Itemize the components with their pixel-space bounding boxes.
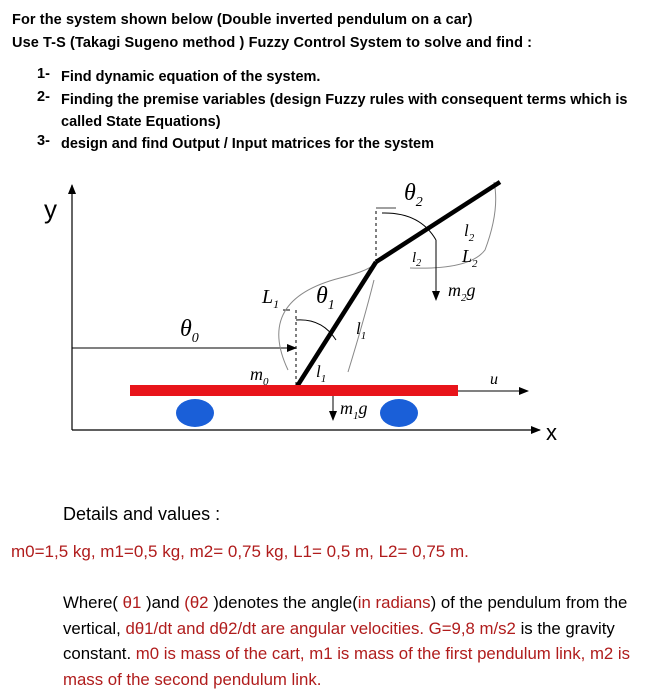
values-line: m0=1,5 kg, m1=0,5 kg, m2= 0,75 kg, L1= 0,5 m, L2= 0,75 m. xyxy=(11,542,469,561)
l1-label-upper: $l_1$ xyxy=(356,319,367,342)
L1-label: $L_1$ xyxy=(262,286,280,311)
task-number: 3- xyxy=(37,133,50,149)
m0-label: $m_0$ xyxy=(250,364,269,388)
m1g-label: $m_1g$ xyxy=(340,398,368,422)
para-part: (θ2 xyxy=(184,593,214,612)
explanation-paragraph xyxy=(63,590,648,692)
para-part: ) of the pendulum from the vertical, xyxy=(63,593,628,638)
theta2-label: $\theta_2$ xyxy=(404,180,423,210)
m2g-label: $m_2g$ xyxy=(448,280,476,304)
task-text: design and find Output / Input matrices for the system xyxy=(61,136,435,152)
para-part: )and xyxy=(146,593,185,612)
l2-label-upper: $l_2$ xyxy=(464,221,475,244)
header-line-2: Use T-S (Takagi Sugeno method ) Fuzzy Control System to solve and find : xyxy=(12,35,533,51)
pendulum-link-1 xyxy=(296,262,376,388)
pendulum-diagram xyxy=(0,165,651,455)
l1-label-lower: $l_1$ xyxy=(316,362,327,385)
L2-label: $L_2$ xyxy=(462,246,478,270)
pendulum-link-2 xyxy=(376,182,500,262)
theta0-label: $\theta_0$ xyxy=(180,316,199,346)
task-number: 2- xyxy=(37,89,50,105)
cart-wheel-left xyxy=(176,399,214,427)
task-number: 1- xyxy=(37,66,50,82)
para-part: )denotes the angle( xyxy=(213,593,358,612)
details-heading: Details and values : xyxy=(63,504,221,524)
x-axis-label: x xyxy=(546,420,557,445)
para-part: is the gravity constant. xyxy=(63,618,615,663)
cart-body xyxy=(130,385,458,396)
l2-label-lower: $l_2$ xyxy=(412,250,422,269)
header-line-1: For the system shown below (Double inverted pendulum on a car) xyxy=(12,12,473,28)
task-text: Find dynamic equation of the system. xyxy=(61,69,321,85)
para-part: θ1 xyxy=(118,593,147,612)
link1-outline-curve xyxy=(279,262,376,370)
link1-outline-curve-2 xyxy=(348,280,374,372)
cart-wheel-right xyxy=(380,399,418,427)
para-part: m0 is mass of the cart, m1 is mass of the first pendulum link, m2 is mass of the second pendulum link. xyxy=(63,644,631,689)
force-u-label: u xyxy=(490,371,498,388)
y-axis-label: y xyxy=(44,194,57,224)
para-part: dθ1/dt and dθ2/dt are angular velocities. G=9,8 m/s2 xyxy=(125,618,516,638)
theta1-label: $\theta_1$ xyxy=(316,283,335,313)
para-part: in radians xyxy=(357,593,431,612)
para-part: Where( xyxy=(63,593,119,612)
task-text: Finding the premise variables (design Fuzzy rules with consequent terms which is called State Equations) xyxy=(61,92,628,130)
